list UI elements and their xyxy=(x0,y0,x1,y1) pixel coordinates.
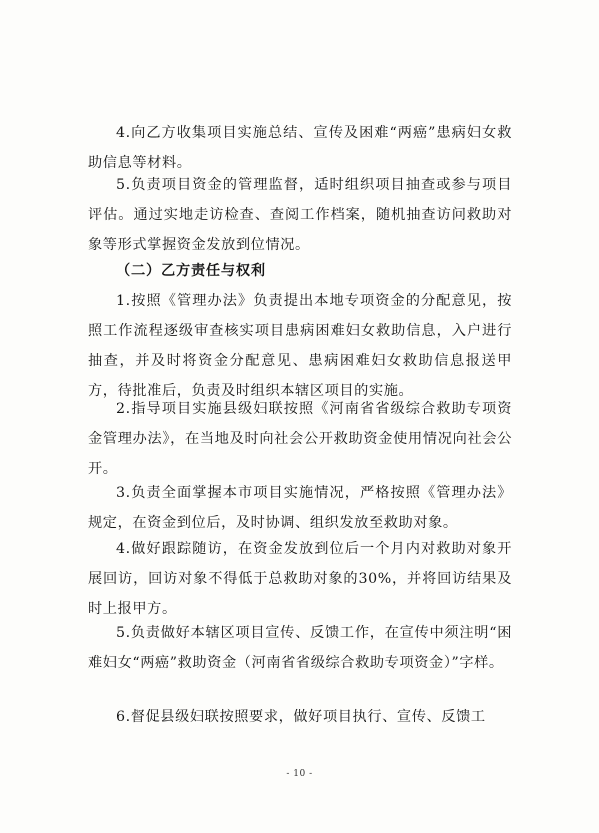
paragraph-section1-item-4 xyxy=(88,118,512,178)
paragraph-text: 2.指导项目实施县级妇联按照《河南省省级综合救助专项资金管理办法》，在当地及时向社会公开救助资金使用情况向社会公开。 xyxy=(88,401,512,477)
paragraph-text: 5.负责做好本辖区项目宣传、反馈工作，在宣传中须注明“困难妇女“两癌”救助资金（河南省省级综合救助专项资金）”字样。 xyxy=(88,625,512,671)
paragraph-text: 3.负责全面掌握本市项目实施情况，严格按照《管理办法》规定，在资金到位后，及时协调、组织发放至救助对象。 xyxy=(88,485,512,531)
paragraph-text: 4.向乙方收集项目实施总结、宣传及困难“两癌”患病妇女救助信息等材料。 xyxy=(88,125,512,171)
page-number: - 10 - xyxy=(286,769,313,779)
paragraph-section2-item-6 xyxy=(88,702,512,732)
paragraph-text: 6.督促县级妇联按照要求，做好项目执行、宣传、反馈工 xyxy=(116,709,486,725)
paragraph-text: 1.按照《管理办法》负责提出本地专项资金的分配意见，按照工作流程逐级审查核实项目患病困难妇女救助信息，入户进行抽查，并及时将资金分配意见、患病困难妇女救助信息报送甲方，待批准后，负责及时组织本辖区项目的实施。 xyxy=(88,293,512,399)
paragraph-text: 4.做好跟踪随访，在资金发放到位后一个月内对救助对象开展回访，回访对象不得低于总救助对象的30%，并将回访结果及时上报甲方。 xyxy=(88,541,512,617)
paragraph-section2-item-1 xyxy=(88,286,512,406)
paragraph-section2-item-2 xyxy=(88,394,512,484)
paragraph-section1-item-5 xyxy=(88,170,512,260)
paragraph-section2-item-4 xyxy=(88,534,512,624)
section-heading: （二）乙方责任与权利 xyxy=(116,263,266,279)
paragraph-section2-item-5 xyxy=(88,618,512,678)
paragraph-section2-item-3 xyxy=(88,478,512,538)
paragraph-text: 5.负责项目资金的管理监督，适时组织项目抽查或参与项目评估。通过实地走访检查、查阅工作档案，随机抽查访问救助对象等形式掌握资金发放到位情况。 xyxy=(88,177,512,253)
